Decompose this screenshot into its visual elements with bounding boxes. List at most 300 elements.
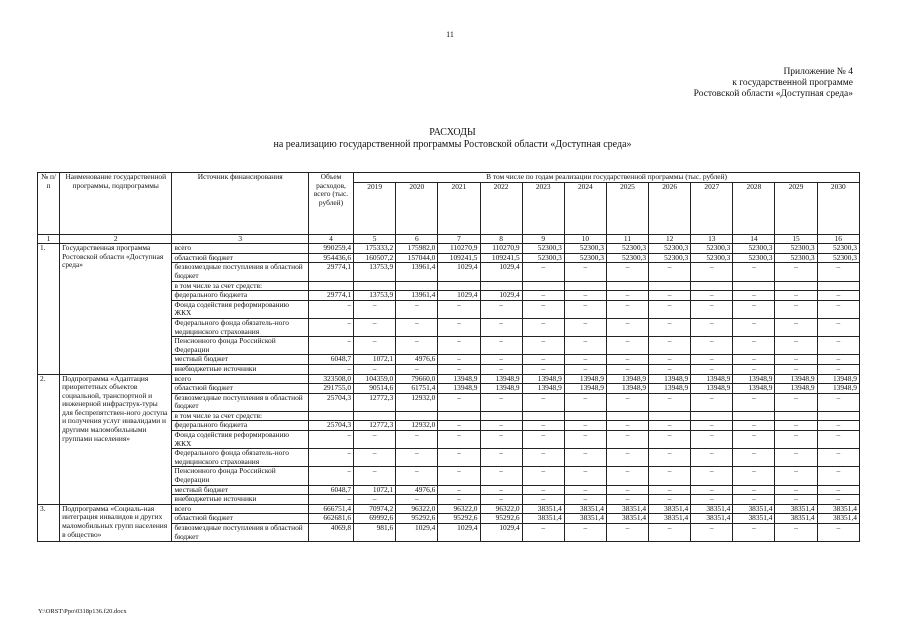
year-value: – bbox=[691, 318, 733, 336]
year-value: – bbox=[691, 431, 733, 449]
year-value: 12932,0 bbox=[396, 393, 438, 411]
funding-source: всего bbox=[172, 244, 308, 254]
year-value: – bbox=[354, 318, 396, 336]
year-value: 4976,6 bbox=[396, 485, 438, 495]
year-value: – bbox=[396, 467, 438, 485]
year-value: 13948,9 bbox=[733, 384, 775, 394]
year-value bbox=[438, 281, 480, 291]
year-value: 38351,4 bbox=[817, 504, 859, 514]
year-value: – bbox=[354, 467, 396, 485]
year-value: – bbox=[438, 431, 480, 449]
program-name: Государственная программа Ростовской области «Доступная среда» bbox=[60, 244, 172, 374]
program-name: Подпрограмма «Адаптация приоритетных объектов социальной, транспортной и инженерной инфраструк-туры для беспрепятствен-ного доступа и получения услуг инвалидами и другими маломобильными группами населения» bbox=[60, 374, 172, 504]
year-value: – bbox=[564, 495, 606, 505]
header-years-caption: В том числе по годам реализации государственной программы (тыс. рублей) bbox=[354, 173, 860, 183]
total-value bbox=[308, 411, 353, 421]
year-value: 109241,5 bbox=[438, 253, 480, 263]
column-number: 11 bbox=[606, 234, 648, 244]
header-year-2030: 2030 bbox=[817, 182, 859, 234]
year-value: 981,6 bbox=[354, 524, 396, 542]
page-number: 11 bbox=[446, 30, 454, 39]
header-year-2020: 2020 bbox=[396, 182, 438, 234]
total-value: 954436,6 bbox=[308, 253, 353, 263]
funding-source: областной бюджет bbox=[172, 514, 308, 524]
year-value: 52300,3 bbox=[606, 253, 648, 263]
year-value: – bbox=[564, 524, 606, 542]
year-value: – bbox=[438, 467, 480, 485]
year-value: – bbox=[480, 337, 522, 355]
year-value: 95292,6 bbox=[438, 514, 480, 524]
year-value: – bbox=[691, 300, 733, 318]
year-value: – bbox=[522, 364, 564, 374]
year-value: – bbox=[354, 337, 396, 355]
year-value: – bbox=[522, 300, 564, 318]
header-total: Объем расходов, всего (тыс. рублей) bbox=[308, 173, 353, 235]
funding-source: всего bbox=[172, 504, 308, 514]
year-value: 13948,9 bbox=[564, 384, 606, 394]
year-value: – bbox=[480, 467, 522, 485]
year-value: – bbox=[606, 337, 648, 355]
year-value: – bbox=[522, 449, 564, 467]
header-year-2024: 2024 bbox=[564, 182, 606, 234]
year-value: – bbox=[522, 393, 564, 411]
year-value: – bbox=[733, 337, 775, 355]
year-value: 52300,3 bbox=[817, 253, 859, 263]
year-value: – bbox=[733, 318, 775, 336]
appendix-caption bbox=[694, 67, 853, 100]
year-value: – bbox=[649, 364, 691, 374]
total-value: 29774,1 bbox=[308, 291, 353, 301]
year-value: 38351,4 bbox=[691, 514, 733, 524]
year-value: 13948,9 bbox=[817, 374, 859, 384]
column-number: 13 bbox=[691, 234, 733, 244]
year-value: – bbox=[522, 524, 564, 542]
year-value: – bbox=[775, 393, 817, 411]
appendix-line-1: Приложение № 4 bbox=[783, 67, 853, 77]
year-value: – bbox=[564, 300, 606, 318]
column-number: 7 bbox=[438, 234, 480, 244]
year-value: – bbox=[606, 318, 648, 336]
year-value: – bbox=[606, 364, 648, 374]
year-value: 38351,4 bbox=[691, 504, 733, 514]
year-value: – bbox=[438, 364, 480, 374]
column-number: 14 bbox=[733, 234, 775, 244]
year-value: 38351,4 bbox=[649, 504, 691, 514]
year-value: 12772,3 bbox=[354, 421, 396, 431]
year-value: – bbox=[480, 393, 522, 411]
year-value: – bbox=[522, 263, 564, 281]
year-value: 52300,3 bbox=[817, 244, 859, 254]
year-value: – bbox=[691, 263, 733, 281]
year-value: 95292,6 bbox=[396, 514, 438, 524]
funding-source: Пенсионного фонда Российской Федерации bbox=[172, 337, 308, 355]
year-value: 1029,4 bbox=[480, 263, 522, 281]
file-path-footer: Y:\ORST\Ppo\0318p136.f20.docx bbox=[38, 608, 127, 615]
year-value: – bbox=[649, 524, 691, 542]
year-value: 13948,9 bbox=[438, 374, 480, 384]
year-value bbox=[396, 411, 438, 421]
year-value: 157044,0 bbox=[396, 253, 438, 263]
year-value: 13948,9 bbox=[649, 374, 691, 384]
funding-source: безвозмездные поступления в областной бюджет bbox=[172, 263, 308, 281]
year-value bbox=[649, 281, 691, 291]
year-value: – bbox=[775, 449, 817, 467]
column-number: 12 bbox=[649, 234, 691, 244]
year-value: 1029,4 bbox=[396, 524, 438, 542]
year-value: 38351,4 bbox=[775, 504, 817, 514]
column-number: 10 bbox=[564, 234, 606, 244]
year-value bbox=[817, 281, 859, 291]
year-value: – bbox=[438, 318, 480, 336]
header-year-2026: 2026 bbox=[649, 182, 691, 234]
header-row bbox=[38, 173, 860, 183]
year-value: – bbox=[649, 318, 691, 336]
year-value: – bbox=[522, 467, 564, 485]
year-value bbox=[691, 411, 733, 421]
year-value: – bbox=[691, 485, 733, 495]
total-value: 662681,6 bbox=[308, 514, 353, 524]
year-value: – bbox=[733, 485, 775, 495]
column-number: 6 bbox=[396, 234, 438, 244]
header-year-2022: 2022 bbox=[480, 182, 522, 234]
year-value: – bbox=[606, 300, 648, 318]
total-value: 29774,1 bbox=[308, 263, 353, 281]
year-value: 109241,5 bbox=[480, 253, 522, 263]
year-value: 38351,4 bbox=[733, 514, 775, 524]
year-value: – bbox=[817, 300, 859, 318]
funding-source: областной бюджет bbox=[172, 384, 308, 394]
year-value: 13948,9 bbox=[522, 374, 564, 384]
year-value: 13948,9 bbox=[606, 374, 648, 384]
year-value: – bbox=[649, 263, 691, 281]
year-value: – bbox=[691, 355, 733, 365]
year-value: 52300,3 bbox=[691, 244, 733, 254]
year-value: 96322,0 bbox=[438, 504, 480, 514]
year-value: – bbox=[438, 355, 480, 365]
year-value: 1029,4 bbox=[438, 291, 480, 301]
year-value: 95292,6 bbox=[480, 514, 522, 524]
year-value: – bbox=[606, 421, 648, 431]
year-value: 13948,9 bbox=[691, 384, 733, 394]
document-title: РАСХОДЫ bbox=[429, 127, 476, 138]
funding-source: безвозмездные поступления в областной бюджет bbox=[172, 524, 308, 542]
program-number: 1. bbox=[38, 244, 60, 374]
year-value: – bbox=[649, 449, 691, 467]
year-value: – bbox=[522, 337, 564, 355]
year-value: – bbox=[733, 431, 775, 449]
year-value bbox=[775, 411, 817, 421]
document-subtitle: на реализацию государственной программы Ростовской области «Доступная среда» bbox=[273, 139, 632, 150]
total-value: – bbox=[308, 467, 353, 485]
year-value: – bbox=[733, 467, 775, 485]
year-value: – bbox=[606, 291, 648, 301]
year-value: – bbox=[396, 300, 438, 318]
funding-source: Пенсионного фонда Российской Федерации bbox=[172, 467, 308, 485]
year-value: 13948,9 bbox=[775, 384, 817, 394]
year-value: 38351,4 bbox=[564, 504, 606, 514]
total-value: – bbox=[308, 337, 353, 355]
year-value: – bbox=[564, 355, 606, 365]
total-value: – bbox=[308, 449, 353, 467]
year-value bbox=[564, 281, 606, 291]
year-value: – bbox=[606, 449, 648, 467]
year-value: – bbox=[522, 495, 564, 505]
total-value: 25704,3 bbox=[308, 421, 353, 431]
year-value bbox=[396, 281, 438, 291]
total-value: 6048,7 bbox=[308, 485, 353, 495]
year-value: 13753,9 bbox=[354, 291, 396, 301]
year-value: – bbox=[438, 485, 480, 495]
year-value: – bbox=[817, 485, 859, 495]
column-number: 15 bbox=[775, 234, 817, 244]
year-value: – bbox=[396, 364, 438, 374]
year-value: 13948,9 bbox=[691, 374, 733, 384]
year-value: – bbox=[354, 449, 396, 467]
year-value: 175333,2 bbox=[354, 244, 396, 254]
header-year-2021: 2021 bbox=[438, 182, 480, 234]
year-value: – bbox=[438, 393, 480, 411]
year-value: 52300,3 bbox=[522, 253, 564, 263]
year-value: 38351,4 bbox=[564, 514, 606, 524]
year-value: 52300,3 bbox=[649, 253, 691, 263]
year-value: – bbox=[396, 449, 438, 467]
funding-source: областной бюджет bbox=[172, 253, 308, 263]
column-number: 5 bbox=[354, 234, 396, 244]
year-value: – bbox=[564, 485, 606, 495]
total-value: 666751,4 bbox=[308, 504, 353, 514]
year-value: 1072,1 bbox=[354, 355, 396, 365]
appendix-line-3: Ростовской области «Доступная среда» bbox=[693, 89, 853, 99]
total-value: 990259,4 bbox=[308, 244, 353, 254]
column-numbers-row bbox=[38, 234, 860, 244]
year-value: 70974,2 bbox=[354, 504, 396, 514]
year-value bbox=[691, 281, 733, 291]
year-value: – bbox=[775, 364, 817, 374]
header-year-2027: 2027 bbox=[691, 182, 733, 234]
table-row bbox=[38, 374, 860, 384]
year-value: – bbox=[817, 291, 859, 301]
year-value: – bbox=[733, 524, 775, 542]
year-value: 175982,0 bbox=[396, 244, 438, 254]
year-value: 1029,4 bbox=[480, 291, 522, 301]
year-value: – bbox=[564, 291, 606, 301]
year-value: – bbox=[480, 300, 522, 318]
year-value: – bbox=[775, 337, 817, 355]
year-value bbox=[480, 411, 522, 421]
year-value: – bbox=[396, 431, 438, 449]
year-value: – bbox=[817, 393, 859, 411]
year-value: 1029,4 bbox=[480, 524, 522, 542]
year-value: 38351,4 bbox=[606, 504, 648, 514]
year-value: – bbox=[817, 431, 859, 449]
total-value: 291755,0 bbox=[308, 384, 353, 394]
year-value: – bbox=[775, 421, 817, 431]
year-value bbox=[480, 281, 522, 291]
year-value bbox=[606, 281, 648, 291]
year-value: – bbox=[733, 300, 775, 318]
program-number: 3. bbox=[38, 504, 60, 541]
year-value: 38351,4 bbox=[775, 514, 817, 524]
year-value: – bbox=[817, 524, 859, 542]
year-value: – bbox=[649, 355, 691, 365]
year-value: – bbox=[396, 495, 438, 505]
year-value: – bbox=[564, 421, 606, 431]
year-value: – bbox=[354, 495, 396, 505]
funding-source: безвозмездные поступления в областной бюджет bbox=[172, 393, 308, 411]
year-value: 1029,4 bbox=[438, 524, 480, 542]
year-value: 52300,3 bbox=[564, 244, 606, 254]
program-number: 2. bbox=[38, 374, 60, 504]
year-value: 38351,4 bbox=[817, 514, 859, 524]
header-name: Наименование государственной программы, подпрограммы bbox=[60, 173, 172, 235]
table-row bbox=[38, 244, 860, 254]
year-value bbox=[817, 411, 859, 421]
total-value: – bbox=[308, 318, 353, 336]
year-value: – bbox=[649, 431, 691, 449]
header-year-2019: 2019 bbox=[354, 182, 396, 234]
year-value: 52300,3 bbox=[775, 244, 817, 254]
year-value: – bbox=[480, 485, 522, 495]
year-value: – bbox=[606, 263, 648, 281]
year-value: – bbox=[775, 467, 817, 485]
year-value: – bbox=[438, 337, 480, 355]
year-value: 38351,4 bbox=[649, 514, 691, 524]
year-value: – bbox=[775, 485, 817, 495]
year-value: 13948,9 bbox=[649, 384, 691, 394]
table-row bbox=[38, 504, 860, 514]
year-value: – bbox=[775, 524, 817, 542]
column-number: 1 bbox=[38, 234, 60, 244]
year-value: 13948,9 bbox=[480, 384, 522, 394]
year-value: – bbox=[480, 355, 522, 365]
year-value: – bbox=[649, 421, 691, 431]
year-value: – bbox=[438, 300, 480, 318]
total-value: 4069,8 bbox=[308, 524, 353, 542]
year-value: – bbox=[817, 263, 859, 281]
expenses-table bbox=[37, 172, 860, 542]
year-value: – bbox=[649, 393, 691, 411]
year-value: 52300,3 bbox=[733, 253, 775, 263]
year-value: – bbox=[775, 495, 817, 505]
column-number: 8 bbox=[480, 234, 522, 244]
year-value: 52300,3 bbox=[733, 244, 775, 254]
year-value: – bbox=[733, 364, 775, 374]
funding-source: Фонда содействия реформированию ЖКХ bbox=[172, 431, 308, 449]
year-value bbox=[733, 281, 775, 291]
year-value: – bbox=[733, 421, 775, 431]
total-value: 6048,7 bbox=[308, 355, 353, 365]
column-number: 4 bbox=[308, 234, 353, 244]
year-value: – bbox=[649, 291, 691, 301]
year-value: 13948,9 bbox=[438, 384, 480, 394]
year-value: – bbox=[480, 318, 522, 336]
total-value: 25704,3 bbox=[308, 393, 353, 411]
year-value: 69992,6 bbox=[354, 514, 396, 524]
year-value: – bbox=[396, 318, 438, 336]
year-value: – bbox=[775, 300, 817, 318]
year-value: 13753,9 bbox=[354, 263, 396, 281]
year-value: – bbox=[691, 364, 733, 374]
year-value: – bbox=[649, 467, 691, 485]
total-value: – bbox=[308, 431, 353, 449]
year-value: – bbox=[480, 364, 522, 374]
year-value: – bbox=[733, 495, 775, 505]
total-value: 323508,0 bbox=[308, 374, 353, 384]
funding-source: внебюджетные источники bbox=[172, 364, 308, 374]
year-value: – bbox=[775, 291, 817, 301]
year-value: 96322,0 bbox=[480, 504, 522, 514]
year-value: 110270,9 bbox=[480, 244, 522, 254]
year-value: – bbox=[522, 485, 564, 495]
year-value: – bbox=[733, 355, 775, 365]
year-value: – bbox=[522, 431, 564, 449]
funding-source: Федерального фонда обязатель-ного медицинского страхования bbox=[172, 318, 308, 336]
year-value: – bbox=[733, 393, 775, 411]
year-value: 104359,0 bbox=[354, 374, 396, 384]
year-value bbox=[522, 411, 564, 421]
year-value: 12772,3 bbox=[354, 393, 396, 411]
funding-source: в том числе за счет средств: bbox=[172, 411, 308, 421]
funding-source: местный бюджет bbox=[172, 485, 308, 495]
appendix-line-2: к государственной программе bbox=[732, 78, 853, 88]
year-value: – bbox=[606, 467, 648, 485]
year-value: – bbox=[691, 393, 733, 411]
year-value: 13948,9 bbox=[480, 374, 522, 384]
year-value: – bbox=[606, 355, 648, 365]
year-value bbox=[606, 411, 648, 421]
year-value bbox=[354, 281, 396, 291]
year-value: – bbox=[522, 318, 564, 336]
funding-source: внебюджетные источники bbox=[172, 495, 308, 505]
header-year-2029: 2029 bbox=[775, 182, 817, 234]
year-value: 52300,3 bbox=[564, 253, 606, 263]
year-value: – bbox=[691, 495, 733, 505]
year-value: 13948,9 bbox=[606, 384, 648, 394]
year-value: 90514,6 bbox=[354, 384, 396, 394]
year-value: 38351,4 bbox=[606, 514, 648, 524]
year-value: 13961,4 bbox=[396, 263, 438, 281]
column-number: 16 bbox=[817, 234, 859, 244]
year-value: – bbox=[480, 495, 522, 505]
year-value: – bbox=[354, 431, 396, 449]
funding-source: Фонда содействия реформированию ЖКХ bbox=[172, 300, 308, 318]
year-value: – bbox=[564, 318, 606, 336]
year-value: 1029,4 bbox=[438, 263, 480, 281]
year-value: – bbox=[817, 449, 859, 467]
year-value: – bbox=[606, 495, 648, 505]
funding-source: местный бюджет bbox=[172, 355, 308, 365]
year-value: – bbox=[606, 485, 648, 495]
year-value: 160507,2 bbox=[354, 253, 396, 263]
year-value: – bbox=[775, 318, 817, 336]
year-value: 13948,9 bbox=[775, 374, 817, 384]
header-year-2025: 2025 bbox=[606, 182, 648, 234]
year-value bbox=[733, 411, 775, 421]
year-value bbox=[438, 411, 480, 421]
column-number: 2 bbox=[60, 234, 172, 244]
year-value: – bbox=[564, 393, 606, 411]
year-value: – bbox=[606, 524, 648, 542]
funding-source: всего bbox=[172, 374, 308, 384]
year-value: – bbox=[396, 337, 438, 355]
funding-source: в том числе за счет средств: bbox=[172, 281, 308, 291]
year-value: 13948,9 bbox=[733, 374, 775, 384]
column-number: 9 bbox=[522, 234, 564, 244]
year-value: – bbox=[564, 263, 606, 281]
year-value: 61751,4 bbox=[396, 384, 438, 394]
year-value: – bbox=[817, 467, 859, 485]
year-value: – bbox=[354, 364, 396, 374]
